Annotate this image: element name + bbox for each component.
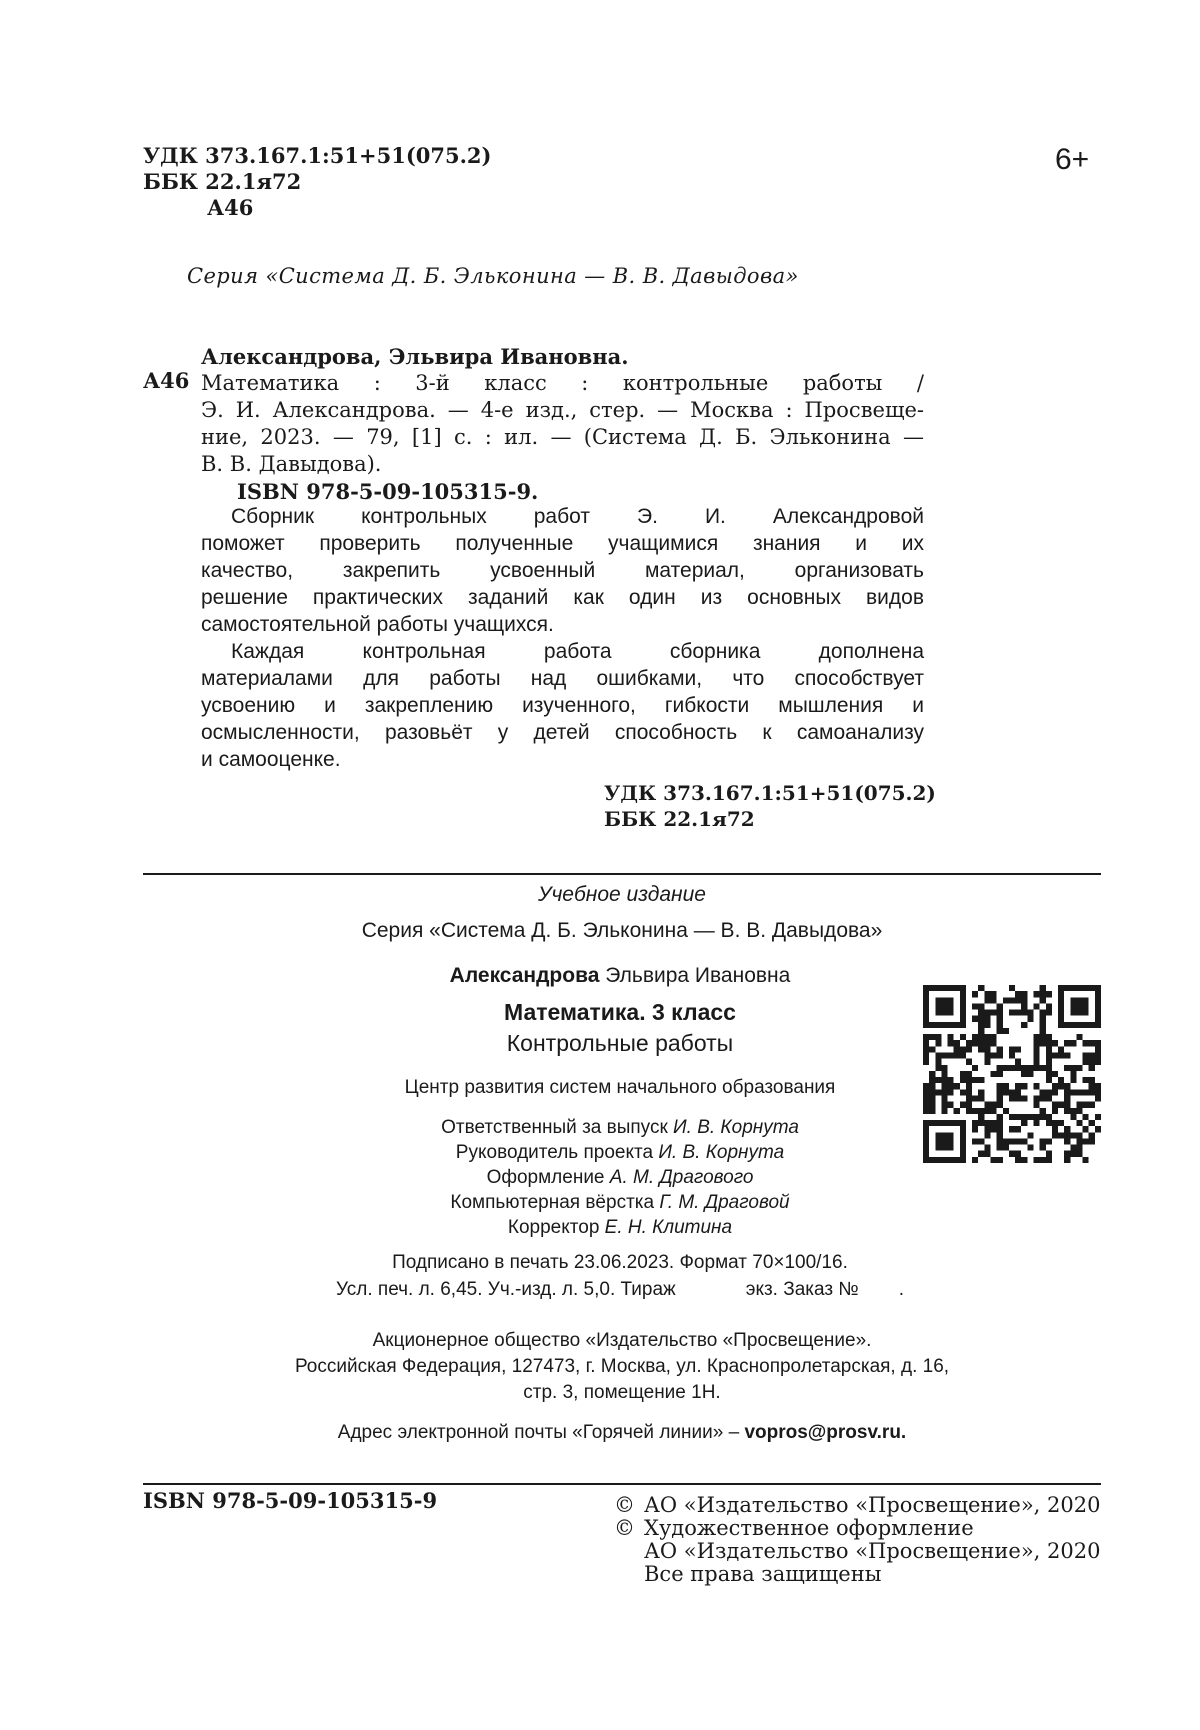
credit-row: Компьютерная вёрстка Г. М. Драговой [450, 1192, 790, 1213]
abstract-line: усвоению и закреплению изученного, гибкости мышления и [201, 694, 924, 717]
bibliographic-card [201, 343, 924, 505]
card-author: Александрова, Эльвира Ивановна. [201, 344, 629, 369]
print-line-2: Усл. печ. л. 6,45. Уч.-изд. л. 5,0. Тираж экз. Заказ № . [335, 1279, 905, 1300]
card-line: В. В. Давыдова). [201, 452, 382, 476]
credit-row: Ответственный за выпуск И. В. Корнута [441, 1117, 799, 1138]
isbn-bottom: ISBN 978-5-09-105315-9 [143, 1488, 438, 1513]
card-isbn: ISBN 978-5-09-105315-9. [237, 479, 539, 504]
book-title: Математика. 3 класс [504, 999, 736, 1025]
udk-code: УДК 373.167.1:51+51(075.2) [143, 143, 492, 168]
print-line-1: Подписано в печать 23.06.2023. Формат 70×100/16. [392, 1252, 848, 1273]
bbk-code: ББК 22.1я72 [143, 169, 302, 194]
abstract-line: поможет проверить полученные учащимися знания и их [201, 532, 924, 555]
divider [143, 1483, 1101, 1485]
publisher-line: стр. 3, помещение 1Н. [523, 1382, 721, 1403]
publisher-line: Российская Федерация, 127473, г. Москва, ул. Краснопролетарская, д. 16, [294, 1356, 950, 1377]
udk-code: УДК 373.167.1:51+51(075.2) [604, 781, 936, 805]
copyright-block: © АО «Издательство «Просвещение», 2020 © Художественное оформление АО «Издательство «Просвещение», 2020 Все права защищены [614, 1493, 1101, 1586]
credit-row: Руководитель проекта И. В. Корнута [455, 1142, 785, 1163]
author-surname: Александрова [449, 964, 600, 987]
abstract-line: Сборник контрольных работ Э. И. Александровой [231, 505, 924, 528]
bbk-code: ББК 22.1я72 [604, 807, 755, 831]
copyright-symbol: © [614, 1516, 635, 1540]
series-line: Серия «Система Д. Б. Эльконина — В. В. Давыдова» [187, 264, 799, 288]
abstract-line: качество, закрепить усвоенный материал, организовать [201, 559, 924, 582]
card-line: Математика : 3-й класс : контрольные работы / [201, 371, 924, 395]
edition-type: Учебное издание [538, 883, 706, 906]
copyright-symbol: © [614, 1493, 635, 1517]
qr-code-icon [923, 985, 1101, 1163]
publishing-center: Центр развития систем начального образования [404, 1077, 836, 1098]
abstract-line: и самооценке. [201, 748, 341, 771]
email-link[interactable]: vopros@prosv.ru. [744, 1422, 907, 1443]
imprint-series: Серия «Система Д. Б. Эльконина — В. В. Давыдова» [361, 919, 883, 942]
classification-bottom [604, 780, 936, 832]
credit-row: Корректор Е. Н. Клитина [507, 1217, 733, 1238]
abstract-line: самостоятельной работы учащихся. [201, 613, 554, 636]
card-line: ние, 2023. — 79, [1] с. : ил. — (Система Д. Б. Эльконина — [201, 425, 924, 449]
card-author-mark: А46 [143, 368, 190, 393]
card-line: Э. И. Александрова. — 4-е изд., стер. — Москва : Просвеще- [201, 398, 924, 422]
abstract [201, 503, 924, 773]
imprint-author [240, 964, 1000, 988]
credits [240, 1115, 1000, 1240]
publisher-line: Акционерное общество «Издательство «Просвещение». [372, 1330, 872, 1351]
credit-row: Оформление А. М. Драгового [486, 1167, 754, 1188]
divider [143, 873, 1101, 875]
abstract-line: осмысленности, разовьёт у детей способность к самоанализу [201, 721, 924, 744]
book-subtitle: Контрольные работы [506, 1030, 734, 1056]
author-name: Эльвира Ивановна [605, 964, 791, 987]
classification-top [143, 143, 491, 221]
hotline-email: Адрес электронной почты «Горячей линии» – vopros@prosv.ru. [337, 1422, 907, 1443]
abstract-line: материалами для работы над ошибками, что способствует [201, 667, 924, 690]
abstract-line: Каждая контрольная работа сборника дополнена [231, 640, 924, 663]
abstract-line: решение практических заданий как один из основных видов [201, 586, 924, 609]
age-rating: 6+ [1055, 143, 1090, 176]
author-mark: А46 [207, 195, 254, 220]
